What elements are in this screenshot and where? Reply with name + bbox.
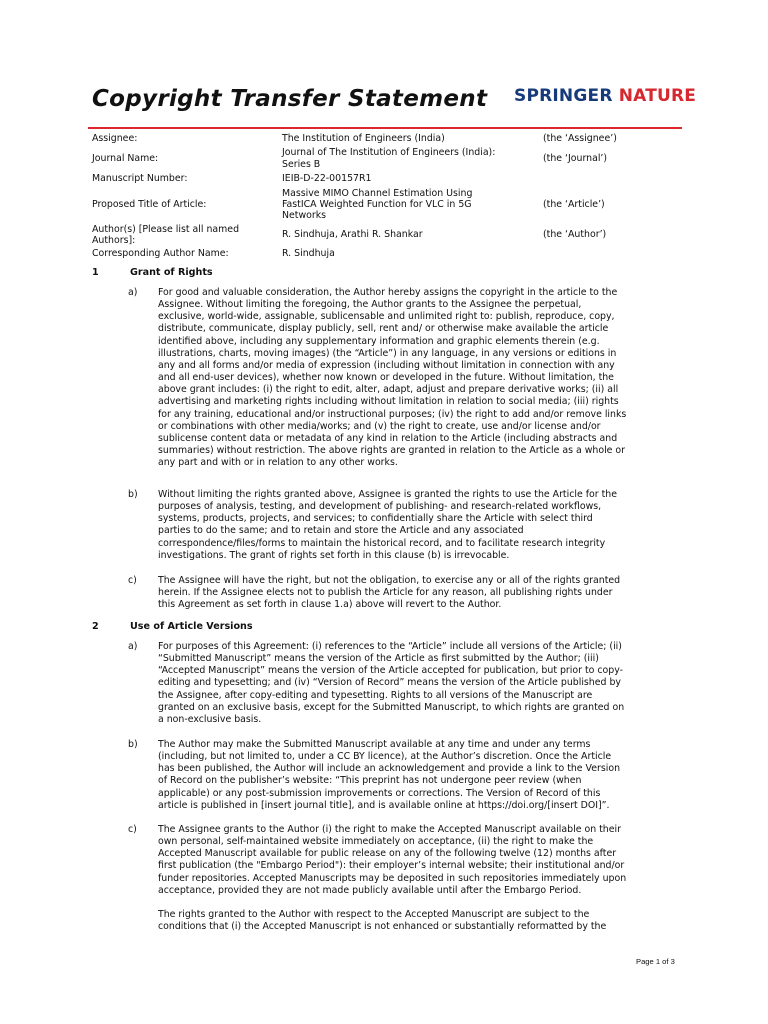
clause-label: a) [128, 287, 138, 298]
text-line: The Author may make the Submitted Manuscript available at any time and under any terms [158, 739, 591, 750]
info-note: (the ‘Author’) [543, 229, 607, 241]
manuscript-info-table [92, 132, 682, 261]
text-line: distribute, communicate, display publicly, sell, rent and/ or otherwise make available the article [158, 323, 609, 335]
text-line: herein. If the Assignee elects not to publish the Article for any reason, all publishing rights under [158, 587, 613, 599]
clause-label: b) [128, 739, 138, 750]
text-line: applicable) or any post-submission improvements or corrections. The Version of Record of this [158, 787, 601, 799]
info-value: R. Sindhuja [282, 248, 335, 260]
text-line: “Submitted Manuscript” means the version of the Article as first submitted by the Author; (iii) [158, 653, 599, 665]
info-value: The Institution of Engineers (India) [282, 132, 445, 144]
text-line: For purposes of this Agreement: (i) references to the “Article” include all versions of the Article; (ii) [158, 641, 622, 652]
clause-2b [158, 739, 678, 812]
info-row-assignee [92, 132, 682, 145]
text-line: systems, products, projects, and services; to confidentially share the Article with select third [158, 513, 593, 525]
text-line: Assignee. Without limiting the foregoing, the Author grants to the Assignee the perpetual, [158, 299, 582, 311]
text-line: conditions that (i) the Accepted Manuscript is not enhanced or substantially reformatted by the [158, 921, 607, 933]
text-line: sublicense content data or metadata of any kind in relation to the Article (including abstracts and [158, 432, 618, 444]
text-line: identified above, including any supplementary information and graphic elements therein (e.g. [158, 335, 600, 347]
logo-springer-text: SPRINGER [514, 86, 613, 106]
info-label: Manuscript Number: [92, 173, 188, 185]
section-title: Use of Article Versions [130, 621, 253, 632]
info-label: Journal Name: [92, 152, 159, 164]
info-label: Proposed Title of Article: [92, 198, 207, 210]
text-line: For good and valuable consideration, the Author hereby assigns the copyright in the article to the [158, 287, 618, 298]
text-line: the Assignee, after copy-editing and typesetting. Rights to all versions of the Manuscript are [158, 689, 593, 701]
info-label: Author(s) [Please list all named Authors]: [92, 223, 240, 246]
clause-label: b) [128, 489, 138, 500]
text-line: any and all forms and/or media of expression (including without limitation in connection with any [158, 359, 615, 371]
info-note: (the ‘Journal’) [543, 152, 608, 164]
section-number: 1 [92, 267, 99, 278]
clause-label: c) [128, 824, 137, 835]
text-line: any part and with or in relation to any other works. [158, 457, 398, 469]
clause-2c [158, 824, 678, 897]
clause-1c [158, 575, 678, 611]
text-line: or combinations with other media/works; and (v) the right to create, use and/or license and/or [158, 420, 601, 432]
text-line: The Assignee grants to the Author (i) the right to make the Accepted Manuscript available on their [158, 824, 621, 835]
info-row-authors [92, 223, 682, 247]
clause-label: c) [128, 575, 137, 586]
info-note: (the ‘Assignee’) [543, 132, 617, 144]
text-line: advertising and marketing rights including without limitation in relation to social media; (iii) rights [158, 396, 619, 408]
text-line: acceptance, provided they are not made publicly available until after the Embargo Period. [158, 884, 582, 896]
text-line: this Agreement as set forth in clause 1.a) above will revert to the Author. [158, 599, 502, 611]
text-line: funder repositories. Accepted Manuscripts may be deposited in such repositories immediately upon [158, 872, 627, 884]
info-row-manuscript [92, 172, 682, 186]
page-number: Page 1 of 3 [636, 957, 675, 966]
info-label: Corresponding Author Name: [92, 248, 229, 260]
text-line: article is published in [insert journal title], and is available online at https://doi.org/[insert DOI]”. [158, 799, 610, 811]
springer-nature-logo [514, 86, 696, 106]
clause-2c-continuation [158, 909, 678, 933]
text-line: exclusive, world-wide, assignable, sublicensable and unlimited right to: publish, reproduce, copy, [158, 311, 615, 323]
clause-1b [158, 489, 678, 562]
clause-label: a) [128, 641, 138, 652]
section-title: Grant of Rights [130, 267, 213, 278]
text-line: for any training, educational and/or instructional purposes; (iv) the right to add and/or remove links [158, 408, 627, 420]
text-line: own personal, self-maintained website immediately on acceptance, (ii) the right to make the [158, 836, 594, 848]
info-row-corresponding [92, 247, 682, 261]
info-value: R. Sindhuja, Arathi R. Shankar [282, 229, 423, 241]
text-line: illustrations, charts, moving images) (the “Article”) in any language, in any versions or editions in [158, 347, 617, 359]
clause-1a [158, 287, 678, 469]
section-number: 2 [92, 621, 99, 632]
text-line: Without limiting the rights granted above, Assignee is granted the rights to use the Article for the [158, 489, 617, 500]
text-line: summaries) without restriction. The above rights are granted in relation to the Article as a whole or [158, 445, 626, 457]
text-line: (including, but not limited to, under a CC BY licence), at the Author’s discretion. Once the Article [158, 751, 612, 763]
text-line: has been published, the Author will include an acknowledgement and provide a link to the Version [158, 763, 621, 775]
clause-2a [158, 641, 678, 726]
info-value: Massive MIMO Channel Estimation Using FastICA Weighted Function for VLC in 5G Networks [282, 187, 473, 222]
text-line: The Assignee will have the right, but not the obligation, to exercise any or all of the rights granted [158, 575, 621, 586]
logo-nature-text: NATURE [618, 86, 697, 106]
text-line: a non-exclusive basis. [158, 713, 262, 725]
text-line: of Record on the publisher’s website: “This preprint has not undergone peer review (when [158, 775, 582, 787]
text-line: Accepted Manuscript available for public release on any of the following twelve (12) months after [158, 848, 617, 860]
text-line: above grant includes: (i) the right to edit, alter, adapt, adjust and prepare derivative works; (ii) all [158, 384, 619, 396]
text-line: granted on an exclusive basis, except for the Submitted Manuscript, to which rights are granted on [158, 701, 625, 713]
info-label: Assignee: [92, 132, 138, 144]
info-row-journal [92, 145, 682, 172]
text-line: and all end-user devices), whether now known or developed in the future. Without limitation, the [158, 372, 614, 384]
text-line: The rights granted to the Author with respect to the Accepted Manuscript are subject to the [158, 909, 590, 920]
text-line: investigations. The grant of rights set forth in this clause (b) is irrevocable. [158, 549, 510, 561]
text-line: first publication (the "Embargo Period"): their employer’s internal website; their institutional and/or [158, 860, 625, 872]
text-line: parties to do the same; and to retain and store the Article and any associated [158, 525, 524, 537]
text-line: correspondence/files/forms to maintain the historical record, and to facilitate research integrity [158, 537, 606, 549]
info-value: Journal of The Institution of Engineers (India): Series B [282, 147, 496, 170]
document-title: Copyright Transfer Statement [92, 86, 488, 112]
info-note: (the ‘Article’) [543, 198, 605, 210]
info-value: IEIB-D-22-00157R1 [282, 173, 372, 185]
text-line: editing and typesetting; and (iv) “Version of Record” means the version of the Article published by [158, 677, 621, 689]
header-divider [88, 127, 682, 129]
text-line: purposes of analysis, testing, and development of publishing- and research-related workflows, [158, 501, 602, 513]
info-row-title [92, 186, 682, 223]
text-line: “Accepted Manuscript” means the version of the Article accepted for publication, but prior to copy- [158, 665, 623, 677]
